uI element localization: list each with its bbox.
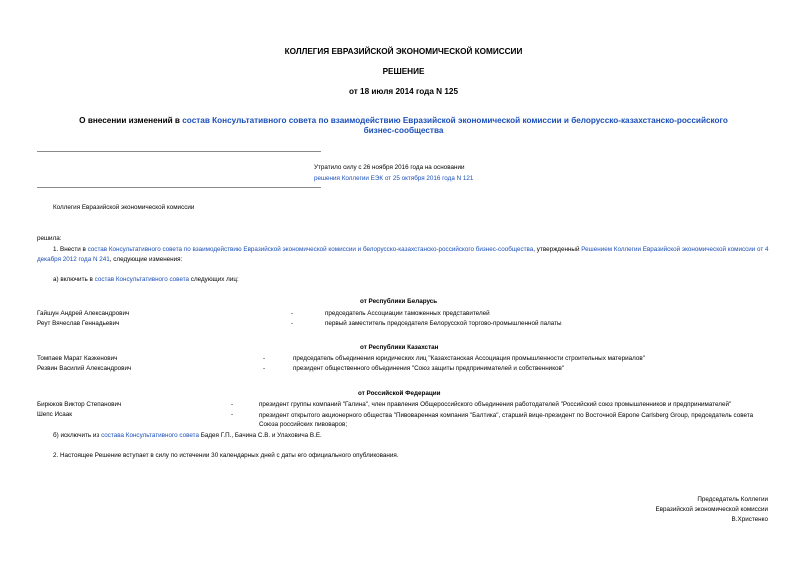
doc-type: РЕШЕНИЕ bbox=[382, 67, 425, 76]
item-b bbox=[53, 432, 322, 439]
member-role: председатель Ассоциации таможенных представителей bbox=[325, 310, 490, 317]
p1-mid: , утвержденный bbox=[533, 246, 582, 253]
item-a-suffix: следующих лиц: bbox=[189, 276, 239, 283]
doc-title-line2[interactable]: бизнес-сообщества bbox=[363, 126, 444, 135]
member-dash: - bbox=[291, 310, 294, 317]
member-name: Реут Вячеслав Геннадьевич bbox=[37, 320, 120, 327]
item-a bbox=[53, 276, 239, 283]
doc-title-line1 bbox=[0, 116, 807, 125]
separator-top bbox=[37, 151, 321, 152]
item-b-link[interactable]: состава Консультативного совета bbox=[101, 432, 199, 439]
p1-link-composition[interactable]: состав Консультативного совета по взаимодействию Евразийской экономической комиссии и белорусско-казахстанско-российского бизнес-сообщества bbox=[87, 246, 534, 253]
member-name: Резвин Василий Александрович bbox=[37, 365, 132, 372]
signature-title: Председатель Коллегии bbox=[697, 496, 768, 503]
paragraph-1 bbox=[37, 245, 771, 265]
member-name: Шепс Исаак bbox=[37, 411, 73, 418]
board-name: Коллегия Евразийской экономической комиссии bbox=[53, 204, 195, 211]
org-title: КОЛЛЕГИЯ ЕВРАЗИЙСКОЙ ЭКОНОМИЧЕСКОЙ КОМИССИИ bbox=[284, 47, 523, 56]
member-role: первый заместитель председателя Белорусской торгово-промышленной палаты bbox=[325, 320, 562, 327]
member-dash: - bbox=[231, 411, 234, 418]
member-role: президент общественного объединения "Союз защиты предпринимателей и собственников" bbox=[293, 365, 565, 372]
title-link[interactable]: состав Консультативного совета по взаимодействию Евразийской экономической комиссии и белорусско-казахстанско-российского bbox=[182, 116, 728, 125]
paragraph-2: 2. Настоящее Решение вступает в силу по истечении 30 календарных дней с даты его официального опубликования. bbox=[53, 452, 399, 459]
status-line1: Утратило силу с 26 ноября 2016 года на основании bbox=[314, 164, 465, 171]
item-a-prefix: а) включить в bbox=[53, 276, 95, 283]
item-a-link[interactable]: состав Консультативного совета bbox=[94, 276, 190, 283]
member-dash: - bbox=[263, 355, 266, 362]
section-heading-belarus: от Республики Беларусь bbox=[360, 298, 438, 305]
member-role: президент группы компаний "Галина", член правления Общероссийского объединения работодателей "Российский союз промышленников и предпринимателей" bbox=[259, 401, 732, 408]
member-dash: - bbox=[263, 365, 266, 372]
decided-label: решила: bbox=[37, 235, 62, 242]
member-name: Гайшун Андрей Александрович bbox=[37, 310, 130, 317]
separator-bottom bbox=[37, 187, 321, 188]
item-b-suffix: Бадея Г.П., Бачина С.В. и Улаховича В.Е. bbox=[198, 432, 322, 439]
doc-date-number: от 18 июля 2014 года N 125 bbox=[348, 87, 459, 96]
member-name: Томпаев Марат Казкенович bbox=[37, 355, 118, 362]
member-dash: - bbox=[231, 401, 234, 408]
p1-num: 1. Внести в bbox=[53, 246, 88, 253]
signature-org: Евразийской экономической комиссии bbox=[655, 506, 768, 513]
section-heading-russia: от Российской Федерации bbox=[358, 390, 441, 397]
p1-link-decision[interactable]: Решением Коллегии Евразийской экономической комиссии от 4 декабря 2012 года N 241 bbox=[37, 246, 769, 263]
member-name: Бирюков Виктор Степанович bbox=[37, 401, 122, 408]
section-heading-kazakhstan: от Республики Казахстан bbox=[360, 344, 439, 351]
status-link[interactable]: решения Коллегии ЕЭК от 25 октября 2016 года N 121 bbox=[314, 175, 474, 182]
member-dash: - bbox=[291, 320, 294, 327]
p1-end: , следующие изменения: bbox=[109, 256, 183, 263]
title-prefix: О внесении изменений в bbox=[79, 116, 183, 125]
member-role: президент открытого акционерного общества "Пивоваренная компания "Балтика", старший вице-президент по Восточной Европе Carlsberg Group, председатель совета Союза российских пивоваров; bbox=[259, 412, 754, 428]
member-role: председатель объединения юридических лиц "Казахстанская Ассоциация промышленности строительных материалов" bbox=[293, 355, 645, 362]
item-b-prefix: б) исключить из bbox=[53, 432, 102, 439]
signature-name: В.Христенко bbox=[731, 516, 768, 523]
